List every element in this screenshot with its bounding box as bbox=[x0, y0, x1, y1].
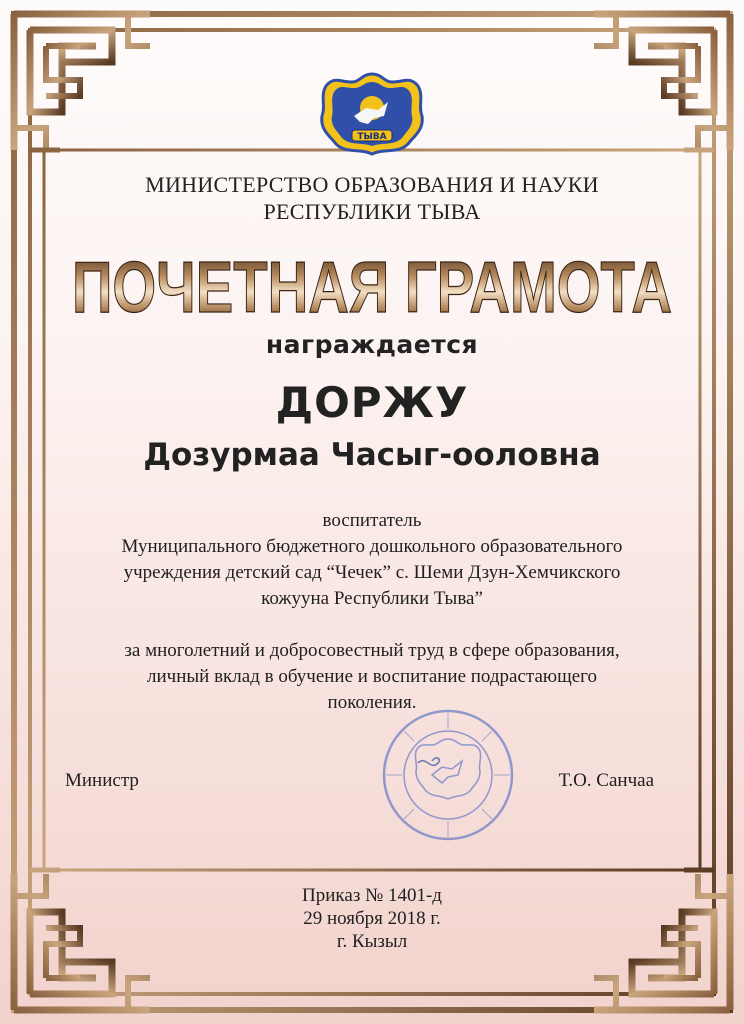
tuva-emblem-icon bbox=[318, 72, 426, 156]
organization-line-2: учреждения детский сад “Чечек” с. Шеми Дзун-Хемчикского bbox=[123, 562, 621, 583]
recipient-name: Дозурмаа Часыг-ооловна bbox=[143, 437, 601, 473]
ministry-line-1: МИНИСТЕРСТВО ОБРАЗОВАНИЯ И НАУКИ bbox=[145, 172, 599, 197]
reason-line-2: личный вклад в обучение и воспитание подрастающего bbox=[147, 666, 597, 687]
official-seal-icon bbox=[378, 705, 518, 845]
minister-label: Министр bbox=[65, 770, 139, 791]
organization-text bbox=[60, 534, 684, 612]
reason-line-3: поколения. bbox=[327, 692, 417, 713]
ministry-line-2: РЕСПУБЛИКИ ТЫВА bbox=[263, 199, 481, 224]
reason-line-1: за многолетний и добросовестный труд в сфере образования, bbox=[124, 640, 620, 661]
svg-text:ТЫВА: ТЫВА bbox=[357, 132, 387, 142]
order-place: г. Кызыл bbox=[336, 931, 408, 952]
organization-line-3: кожууна Республики Тыва” bbox=[261, 588, 483, 609]
certificate-title bbox=[60, 232, 684, 332]
recipient-position: воспитатель bbox=[322, 510, 422, 531]
awarded-label: награждается bbox=[265, 330, 479, 359]
order-number: Приказ № 1401-д bbox=[302, 885, 442, 906]
svg-text:ПОЧЕТНАЯ ГРАМОТА: ПОЧЕТНАЯ ГРАМОТА bbox=[72, 248, 672, 328]
minister-name: Т.О. Санчаа bbox=[558, 770, 654, 791]
ministry-name bbox=[60, 171, 684, 225]
organization-line-1: Муниципального бюджетного дошкольного образовательного bbox=[121, 536, 623, 557]
certificate-content bbox=[60, 0, 684, 1024]
award-reason bbox=[60, 638, 684, 716]
order-details bbox=[60, 884, 684, 953]
order-date: 29 ноября 2018 г. bbox=[303, 908, 441, 929]
recipient-surname: ДОРЖУ bbox=[275, 378, 469, 427]
